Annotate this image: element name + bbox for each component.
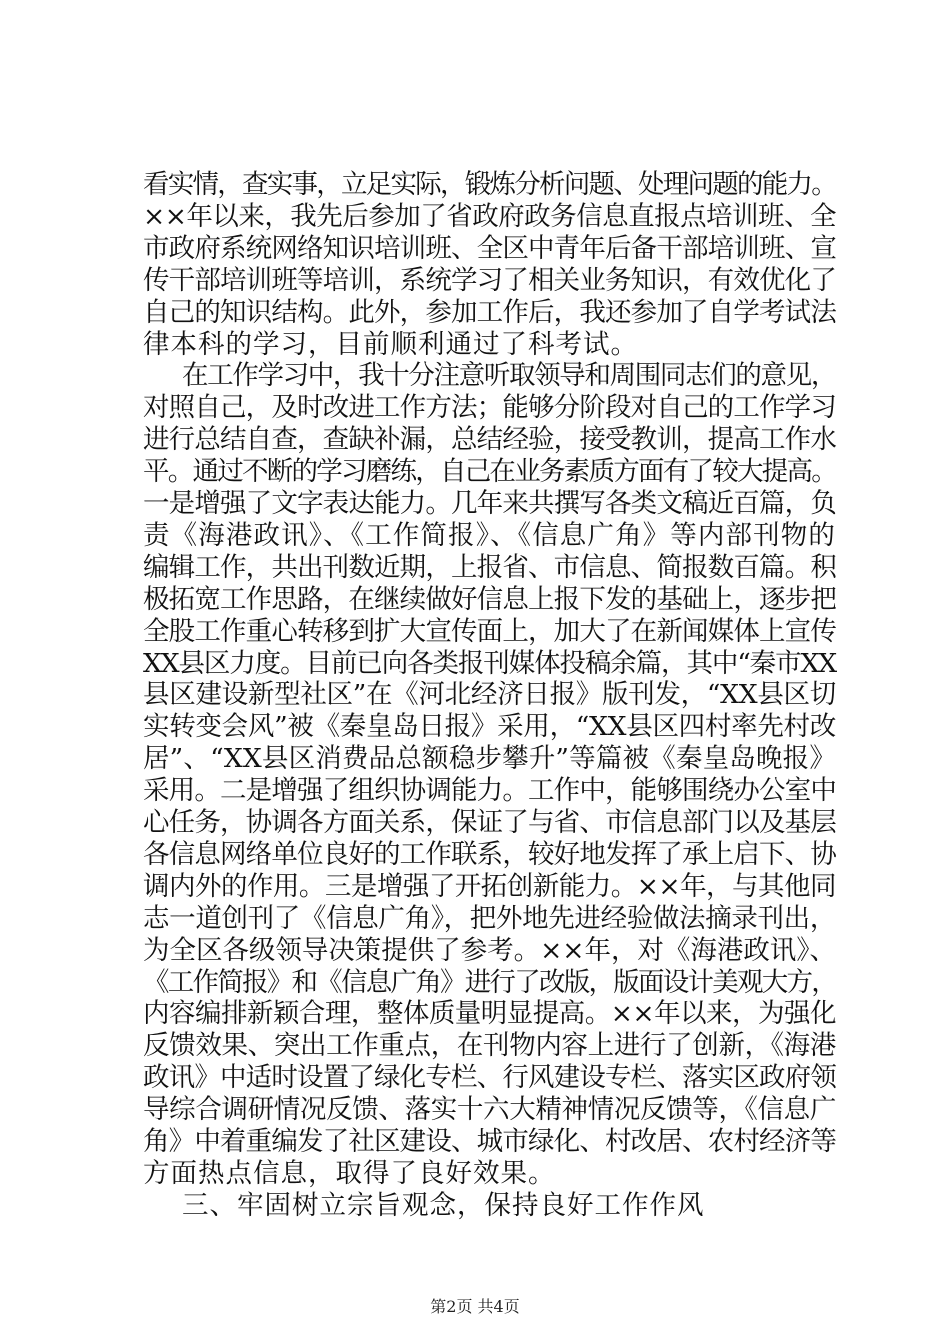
text-line: 在工作学习中，我十分注意听取领导和周围同志们的意见， — [182, 360, 837, 392]
text-line: 三、牢固树立宗旨观念，保持良好工作作风 — [182, 1189, 705, 1221]
text-line: 进行总结自查，查缺补漏，总结经验，接受教训，提高工作水 — [143, 424, 837, 456]
text-line: 责《海港政讯》、《工作简报》、《信息广角》等内部刊物的 — [143, 519, 837, 551]
text-line: 看实情，查实事，立足实际，锻炼分析问题、处理问题的能力。 — [143, 169, 836, 200]
text-line: XX县区力度。目前已向各类报刊媒体投稿余篇，其中“秦市XX — [143, 647, 836, 679]
text-line: 角》中着重编发了社区建设、城市绿化、村改居、农村经济等 — [143, 1126, 837, 1157]
page-footer: 第2页 共4页 — [430, 1297, 520, 1316]
text-line: 调内外的作用。三是增强了开拓创新能力。××年，与其他同 — [143, 870, 836, 902]
text-line: 全股工作重心转移到扩大宣传面上，加大了在新闻媒体上宣传 — [143, 615, 837, 647]
text-line: 政讯》中适时设置了绿化专栏、行风建设专栏、落实区政府领 — [143, 1062, 837, 1094]
text-line: ××年以来，我先后参加了省政府政务信息直报点培训班、全 — [143, 200, 836, 232]
text-line: 心任务，协调各方面关系，保证了与省、市信息部门以及基层 — [143, 807, 837, 838]
text-line: 平。通过不断的学习磨练，自己在业务素质方面有了较大提高。 — [143, 456, 836, 488]
text-line: 反馈效果、突出工作重点，在刊物内容上进行了创新，《海港 — [143, 1030, 836, 1062]
text-line: 编辑工作，共出刊数近期，上报省、市信息、简报数百篇。积 — [143, 551, 837, 583]
text-line: 市政府系统网络知识培训班、全区中青年后备干部培训班、宣 — [143, 232, 837, 264]
text-line: 采用。二是增强了组织协调能力。工作中，能够围绕办公室中 — [143, 775, 837, 807]
text-line: 实转变会风”被《秦皇岛日报》采用，“XX县区四村率先村改 — [143, 711, 836, 743]
text-line: 对照自己，及时改进工作方法；能够分阶段对自己的工作学习 — [143, 392, 837, 424]
text-line: 《工作简报》和《信息广角》进行了改版，版面设计美观大方， — [143, 966, 836, 998]
text-line: 自己的知识结构。此外，参加工作后，我还参加了自学考试法 — [143, 296, 837, 328]
text-line: 内容编排新颖合理，整体质量明显提高。××年以来，为强化 — [143, 998, 836, 1030]
text-line: 律本科的学习，目前顺利通过了科考试。 — [143, 328, 638, 360]
text-line: 各信息网络单位良好的工作联系，较好地发挥了承上启下、协 — [143, 838, 837, 870]
text-line: 县区建设新型社区”在《河北经济日报》版刊发，“XX县区切 — [143, 679, 836, 711]
text-line: 传干部培训班等培训，系统学习了相关业务知识，有效优化了 — [143, 264, 837, 296]
text-line: 方面热点信息，取得了良好效果。 — [143, 1157, 556, 1189]
text-line: 一是增强了文字表达能力。几年来共撰写各类文稿近百篇，负 — [143, 488, 837, 519]
text-line: 居”、“XX县区消费品总额稳步攀升”等篇被《秦皇岛晚报》 — [143, 743, 836, 775]
text-line: 导综合调研情况反馈、落实十六大精神情况反馈等，《信息广 — [143, 1094, 836, 1126]
text-line: 为全区各级领导决策提供了参考。××年，对《海港政讯》、 — [143, 934, 836, 966]
text-line: 志一道创刊了《信息广角》，把外地先进经验做法摘录刊出， — [143, 902, 836, 934]
text-line: 极拓宽工作思路，在继续做好信息上报下发的基础上，逐步把 — [143, 583, 837, 615]
